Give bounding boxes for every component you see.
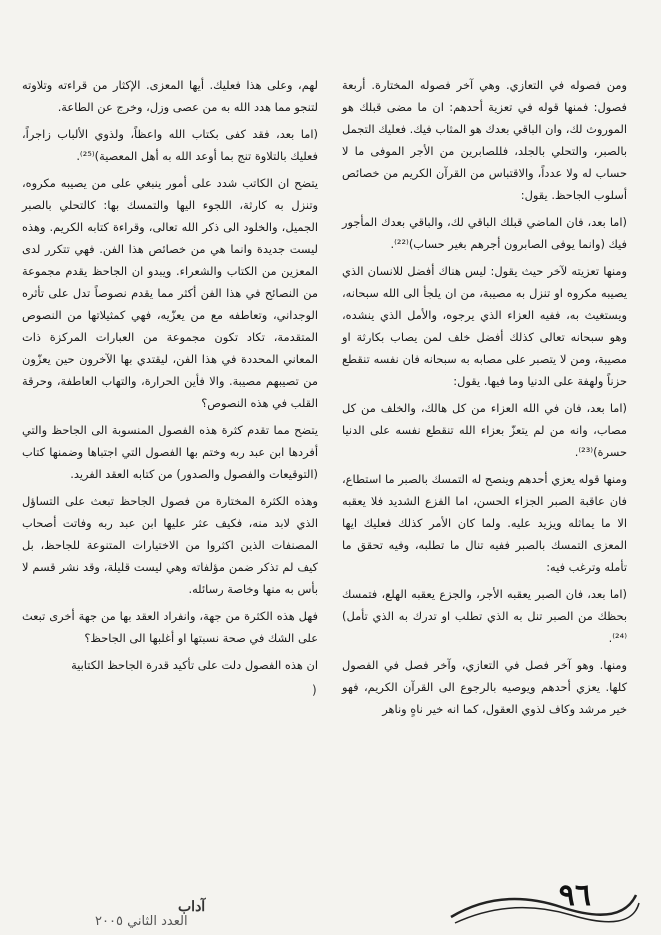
left-text-column <box>22 74 318 681</box>
quote-paragraph: (اما بعد، فان في الله العزاء من كل هالك، والخلف من كل مصاب، وانه من لم يتعزّ بعزاء الله تنقطع نفسه على الدنيا حسرة)⁽²³⁾. <box>342 401 627 459</box>
margin-mark: ( <box>312 683 317 697</box>
page-number: ٩٦ <box>558 878 591 913</box>
quote-paragraph: (اما بعد، فان الماضي قبلك الباقي لك، والباقي بعدك المأجور فيك (وانما يوفى الصابرون أجرهم بغير حساب)⁽²²⁾. <box>342 215 627 251</box>
quote-paragraph: (اما بعد، فقد كفى بكتاب الله واعظاً، ولذوي الألباب زاجراً، فعليك بالتلاوة تنج بما أوعد الله به أهل المعصية)⁽²⁵⁾. <box>22 127 318 163</box>
journal-logo: آداب <box>178 899 206 915</box>
footer-swoosh-graphic <box>441 877 641 927</box>
issue-label: العدد الثاني ٢٠٠٥ <box>95 914 188 929</box>
page-footer <box>0 875 661 935</box>
paragraph: ومنها تعزيته لآخر حيث يقول: ليس هناك أفضل للانسان الذي يصيبه مكروه او تنزل به مصيبة، من ان يلجأ الى الله سبحانه، ويستغيث به، ففيه العزاء الذي يرجوه، والأمل الذي ينشده، وهو سبحانه تعالى كذلك أفضل خلف لمن يصاب بكارثة او مصيبة، ومن لا يتصبر على مصابه به سبحانه فان نفسه تنقطع حزناً ولهفة على الدنيا وما فيها. يقول: <box>342 264 627 388</box>
right-text-column <box>342 74 627 725</box>
paragraph: فهل هذه الكثرة من جهة، وانفراد العقد بها من جهة أخرى تبعث على الشك في صحة نسبتها او أغلبها الى الجاحظ؟ <box>22 609 318 645</box>
paragraph: ومن فصوله في التعازي. وهي آخر فصوله المختارة. أربعة فصول: فمنها قوله في تعزية أحدهم: ان ما مضى قبلك هو الموروث لك، وان الباقي بعدك هو المثاب فيك. فعليك التجمل بالصبر، والتحلي بالجلد، فللصابرين من الأجر الموفى ما لا حساب له ولا عدداً، والاقتباس من القرآن الكريم من خصائص أسلوب الجاحظ. يقول: <box>342 78 627 202</box>
paragraph: يتضح مما تقدم كثرة هذه الفصول المنسوبة الى الجاحظ والتي أفردها ابن عبد ربه وختم بها الفصول التي اجتباها وضمنها كتاب (التوقيعات والفصول والصدور) من كتابه العقد الفريد. <box>22 423 318 481</box>
quote-paragraph: (اما بعد، فان الصبر يعقبه الأجر، والجزع يعقبه الهلع، فتمسك بحظك من الصبر تنل به الذي تطلب او تدرك به الذي تأمل)⁽²⁴⁾. <box>342 587 627 645</box>
paragraph: ومنها قوله يعزي أحدهم وينصح له التمسك بالصبر ما استطاع، فان عاقبة الصبر الجزاء الحسن، اما الفزع الشديد فلا يعقبه الا ما يماثله ويزيد عليه. ولما كان الأمر كذلك فعليك ايها المعزى التمسك بالصبر ففيه تنال ما تطلبه، وفيه تحقق ما تأمله وترغب فيه: <box>342 472 627 574</box>
paragraph: ان هذه الفصول دلت على تأكيد قدرة الجاحظ الكتابية <box>71 658 318 672</box>
paragraph: ومنها. وهو آخر فصل في التعازي، وآخر فصل في الفصول كلها. يعزي أحدهم ويوصيه بالرجوع الى القرآن الكريم، فهو خير مرشد وكاف لذوي العقول، كما انه خير ناهٍ وناهر <box>342 658 627 716</box>
paragraph: وهذه الكثرة المختارة من فصول الجاحظ تبعث على التساؤل الذي لابد منه، فكيف عثر عليها ابن عبد ربه وفاتت أصحاب المصنفات الذين اكثروا من الاختيارات المتنوعة للجاحظ، بل كيف لم تذكر ضمن مؤلفاته وهي ليست قليلة، وقد نشر قسم لا بأس به منها وخاصة رسائله. <box>22 494 318 596</box>
paragraph: يتضح ان الكاتب شدد على أمور ينبغي على من يصيبه مكروه، وتنزل به كارثة، اللجوء اليها والتمسك بها: كالتحلي بالصبر الجميل، والخلود الى ذكر الله تعالى، وقراءة كتابه الكريم. وهذه ليست جديدة وانما هي من خصائص هذا الفن. فهي تتكرر لدى المعزين من الكتاب والشعراء. ويبدو ان الجاحظ يقدم مجموعة من النصائح في هذا الفن أكثر مما يقدم نصوصاً تدل على تأثره الوجداني، وتعاطفه مع من يعزّيه، فهي كمثيلاتها من النصوص المتقدمة، تكاد تكون مجموعة من العبارات المركزة ذات المعاني المحددة في هذا الفن، ليقتدي بها الآخرون حين يعزّون من تصيبهم مصيبة. والا فأين الحرارة، والتهاب العاطفة، وحرقة القلب في هذه النصوص؟ <box>22 176 318 410</box>
paragraph: لهم، وعلى هذا فعليك. أيها المعزى. الإكثار من قراءته وتلاوته لتنجو مما هدد الله به من عصى وزل، وخرج عن الطاعة. <box>22 78 318 114</box>
